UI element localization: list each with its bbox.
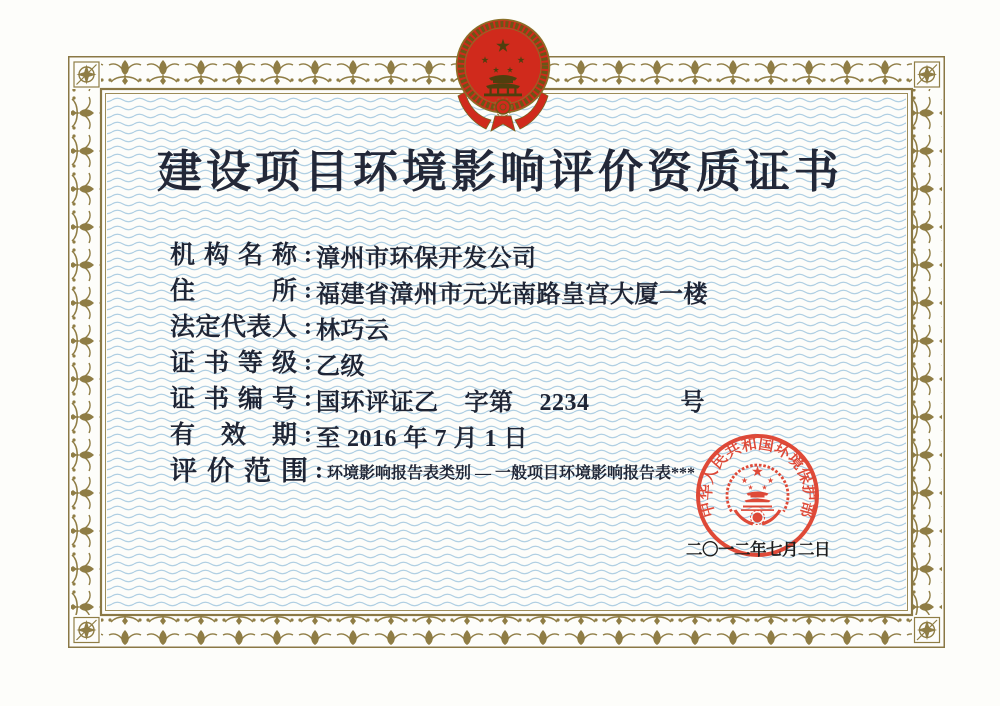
field-colon: : (304, 349, 312, 376)
field-colon: : (304, 241, 312, 268)
field-colon: : (315, 457, 323, 484)
field-colon: : (304, 313, 312, 340)
field-value: 环境影响报告表类别 — 一般项目环境影响报告表*** (327, 464, 696, 482)
field-value: 国环评证乙 字第 2234 号 (316, 389, 705, 416)
seal-text: 中华人民共和国环境保护部 (697, 435, 818, 520)
field-label: 证 书 等 级 (170, 349, 297, 377)
field-colon: : (304, 385, 312, 412)
field-row-certificate-grade (170, 345, 870, 381)
field-value: 福建省漳州市元光南路皇宫大厦一楼 (316, 281, 708, 308)
issue-date: 二〇一二年七月二日 (686, 540, 830, 559)
field-label: 机 构 名 称 (170, 241, 297, 269)
field-label: 法定代表人 (170, 313, 297, 341)
field-label: 评 价 范 围 (170, 455, 308, 486)
field-value: 林巧云 (316, 317, 390, 344)
field-row-legal-representative (170, 309, 870, 345)
field-row-certificate-number (170, 381, 870, 417)
field-label: 证 书 编 号 (170, 385, 297, 413)
field-colon: : (304, 421, 312, 448)
field-label: 住 所 (170, 277, 297, 305)
field-row-address (170, 273, 870, 309)
seal-emblem-icon (727, 465, 788, 525)
field-value: 乙级 (316, 353, 365, 380)
field-value: 至 2016 年 7 月 1 日 (316, 425, 528, 452)
field-value: 漳州市环保开发公司 (316, 245, 537, 272)
national-emblem-icon (453, 16, 553, 134)
field-colon: : (304, 277, 312, 304)
certificate-title: 建设项目环境影响评价资质证书 (156, 147, 843, 197)
field-label: 有 效 期 (170, 421, 297, 449)
field-row-org-name (170, 237, 870, 273)
